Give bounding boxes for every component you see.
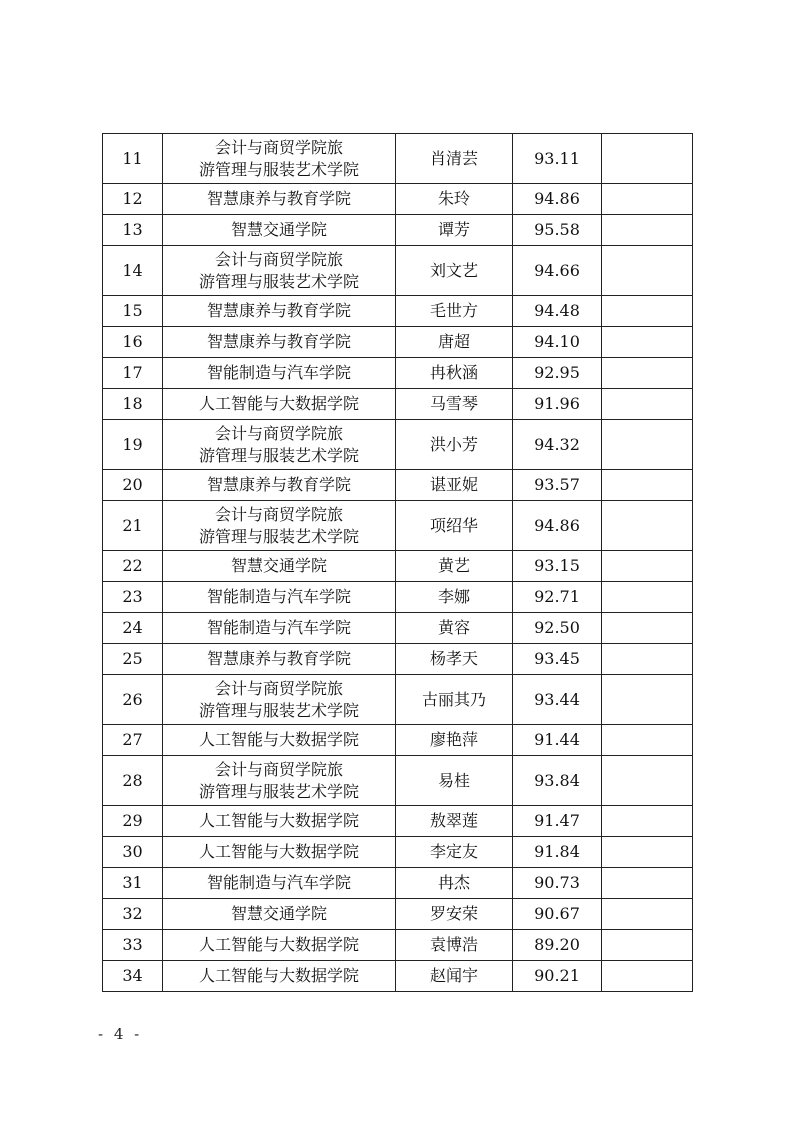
score-cell: 94.32 [513,420,602,470]
college-text: 会计与商贸学院旅 游管理与服装艺术学院 [198,678,359,720]
college-cell [163,296,396,327]
score-cell: 92.95 [513,358,602,389]
score-cell: 91.47 [513,806,602,837]
remark-cell [602,246,693,296]
serial-number-cell: 12 [103,184,163,215]
college-text: 智慧康养与教育学院 [206,189,351,208]
name-cell: 洪小芳 [396,420,513,470]
name-cell: 朱玲 [396,184,513,215]
college-text: 智慧康养与教育学院 [206,649,351,668]
score-table-body [103,134,693,992]
college-text: 智能制造与汽车学院 [206,873,351,892]
college-text: 智慧交通学院 [230,220,327,239]
remark-cell [602,184,693,215]
name-cell: 李娜 [396,582,513,613]
table-row [103,551,693,582]
name-cell: 谭芳 [396,215,513,246]
college-cell [163,613,396,644]
table-row [103,899,693,930]
remark-cell [602,961,693,992]
college-cell [163,961,396,992]
serial-number-cell: 29 [103,806,163,837]
score-cell: 94.86 [513,184,602,215]
college-text: 智能制造与汽车学院 [206,587,351,606]
college-text: 人工智能与大数据学院 [198,394,359,413]
college-cell [163,725,396,756]
remark-cell [602,899,693,930]
college-cell [163,899,396,930]
serial-number-cell: 13 [103,215,163,246]
name-cell: 易桂 [396,756,513,806]
score-cell: 93.15 [513,551,602,582]
score-cell: 94.86 [513,501,602,551]
college-text: 智慧康养与教育学院 [206,475,351,494]
remark-cell [602,501,693,551]
college-cell [163,930,396,961]
serial-number-cell: 30 [103,837,163,868]
table-row [103,184,693,215]
table-row [103,613,693,644]
college-cell [163,551,396,582]
serial-number-cell: 23 [103,582,163,613]
table-row [103,389,693,420]
remark-cell [602,134,693,184]
table-row [103,756,693,806]
score-cell: 95.58 [513,215,602,246]
score-cell: 94.10 [513,327,602,358]
serial-number-cell: 27 [103,725,163,756]
college-cell [163,358,396,389]
remark-cell [602,837,693,868]
name-cell: 唐超 [396,327,513,358]
table-row [103,675,693,725]
remark-cell [602,613,693,644]
score-cell: 94.66 [513,246,602,296]
table-row [103,961,693,992]
college-cell [163,420,396,470]
score-cell: 90.67 [513,899,602,930]
college-text: 人工智能与大数据学院 [198,730,359,749]
table-row [103,930,693,961]
remark-cell [602,675,693,725]
name-cell: 马雪琴 [396,389,513,420]
college-cell [163,246,396,296]
score-cell: 90.73 [513,868,602,899]
college-text: 人工智能与大数据学院 [198,842,359,861]
name-cell: 毛世方 [396,296,513,327]
college-cell [163,644,396,675]
name-cell: 谌亚妮 [396,470,513,501]
score-cell: 91.96 [513,389,602,420]
remark-cell [602,930,693,961]
table-row [103,501,693,551]
score-cell: 91.44 [513,725,602,756]
table-row [103,134,693,184]
name-cell: 黄容 [396,613,513,644]
page-number: - 4 - [98,1025,143,1043]
name-cell: 袁博浩 [396,930,513,961]
college-cell [163,675,396,725]
college-text: 会计与商贸学院旅 游管理与服装艺术学院 [198,759,359,801]
table-row [103,644,693,675]
table-row [103,806,693,837]
serial-number-cell: 11 [103,134,163,184]
score-cell: 90.21 [513,961,602,992]
name-cell: 古丽其乃 [396,675,513,725]
college-cell [163,501,396,551]
college-text: 智慧交通学院 [230,904,327,923]
score-table [102,133,693,992]
remark-cell [602,358,693,389]
table-row [103,358,693,389]
serial-number-cell: 18 [103,389,163,420]
serial-number-cell: 17 [103,358,163,389]
table-row [103,725,693,756]
remark-cell [602,389,693,420]
table-row [103,246,693,296]
name-cell: 李定友 [396,837,513,868]
college-text: 人工智能与大数据学院 [198,935,359,954]
score-cell: 94.48 [513,296,602,327]
college-text: 智慧康养与教育学院 [206,301,351,320]
score-cell: 92.71 [513,582,602,613]
college-text: 智慧交通学院 [230,556,327,575]
name-cell: 赵闻宇 [396,961,513,992]
serial-number-cell: 33 [103,930,163,961]
score-cell: 89.20 [513,930,602,961]
serial-number-cell: 24 [103,613,163,644]
table-row [103,837,693,868]
name-cell: 罗安荣 [396,899,513,930]
score-cell: 93.11 [513,134,602,184]
college-cell [163,215,396,246]
table-row [103,420,693,470]
remark-cell [602,756,693,806]
score-cell: 93.44 [513,675,602,725]
college-cell [163,582,396,613]
remark-cell [602,296,693,327]
college-text: 会计与商贸学院旅 游管理与服装艺术学院 [198,137,359,179]
score-cell: 93.57 [513,470,602,501]
college-cell [163,837,396,868]
serial-number-cell: 34 [103,961,163,992]
remark-cell [602,215,693,246]
name-cell: 廖艳萍 [396,725,513,756]
remark-cell [602,551,693,582]
serial-number-cell: 19 [103,420,163,470]
remark-cell [602,470,693,501]
remark-cell [602,327,693,358]
serial-number-cell: 20 [103,470,163,501]
college-cell [163,134,396,184]
college-cell [163,184,396,215]
table-row [103,582,693,613]
table-row [103,327,693,358]
serial-number-cell: 22 [103,551,163,582]
serial-number-cell: 25 [103,644,163,675]
college-text: 智能制造与汽车学院 [206,618,351,637]
college-cell [163,756,396,806]
college-text: 智能制造与汽车学院 [206,363,351,382]
college-cell [163,868,396,899]
score-cell: 93.84 [513,756,602,806]
score-cell: 91.84 [513,837,602,868]
table-row [103,470,693,501]
college-text: 智慧康养与教育学院 [206,332,351,351]
serial-number-cell: 15 [103,296,163,327]
table-row [103,215,693,246]
name-cell: 刘文艺 [396,246,513,296]
name-cell: 冉杰 [396,868,513,899]
name-cell: 黄艺 [396,551,513,582]
serial-number-cell: 16 [103,327,163,358]
serial-number-cell: 21 [103,501,163,551]
remark-cell [602,806,693,837]
serial-number-cell: 31 [103,868,163,899]
remark-cell [602,582,693,613]
score-cell: 93.45 [513,644,602,675]
name-cell: 敖翠莲 [396,806,513,837]
name-cell: 杨孝天 [396,644,513,675]
remark-cell [602,725,693,756]
college-text: 人工智能与大数据学院 [198,966,359,985]
college-cell [163,806,396,837]
college-text: 人工智能与大数据学院 [198,811,359,830]
remark-cell [602,868,693,899]
score-cell: 92.50 [513,613,602,644]
college-text: 会计与商贸学院旅 游管理与服装艺术学院 [198,249,359,291]
name-cell: 项绍华 [396,501,513,551]
table-row [103,296,693,327]
serial-number-cell: 28 [103,756,163,806]
name-cell: 肖清芸 [396,134,513,184]
serial-number-cell: 14 [103,246,163,296]
college-text: 会计与商贸学院旅 游管理与服装艺术学院 [198,504,359,546]
remark-cell [602,644,693,675]
table-row [103,868,693,899]
serial-number-cell: 26 [103,675,163,725]
college-text: 会计与商贸学院旅 游管理与服装艺术学院 [198,423,359,465]
college-cell [163,327,396,358]
college-cell [163,470,396,501]
college-cell [163,389,396,420]
remark-cell [602,420,693,470]
name-cell: 冉秋涵 [396,358,513,389]
serial-number-cell: 32 [103,899,163,930]
